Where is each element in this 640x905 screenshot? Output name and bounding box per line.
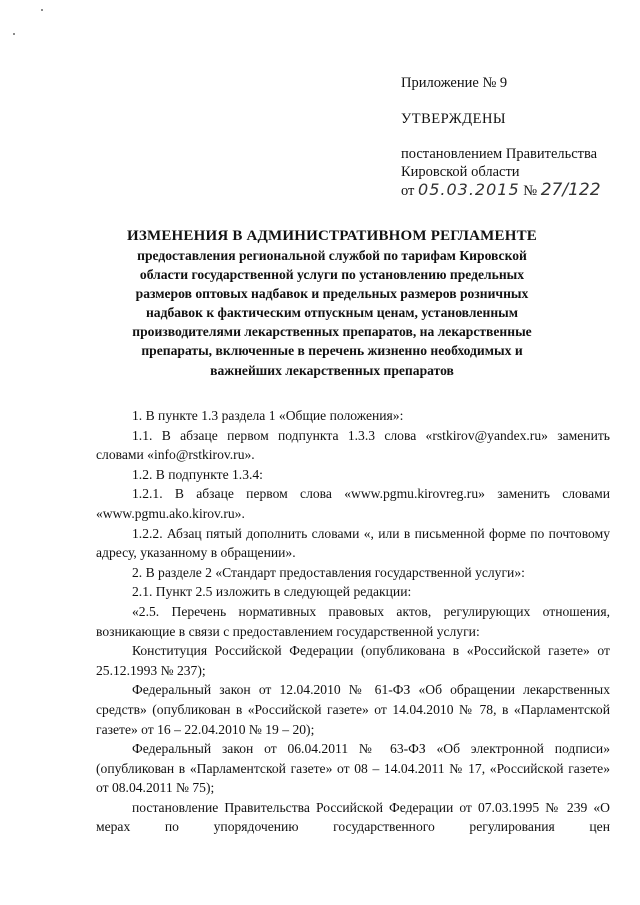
subtitle-line: области государственной услуги по установлению предельных (139, 267, 525, 283)
approved-label: УТВЕРЖДЕНЫ (401, 111, 507, 127)
paragraph: Федеральный закон от 06.04.2011 № 63-ФЗ «Об электронной подписи» (опубликован в «Парламентской газете» от 08 – 14.04.2011 № 17, «Российской газете» от 08.04.2011 № 75); (96, 741, 610, 796)
subtitle-line: предоставления региональной службой по тарифам Кировской (137, 248, 527, 263)
scan-speck (13, 33, 15, 35)
paragraph: 1.1. В абзаце первом подпункта 1.3.3 слова «rstkirov@yandex.ru» заменить словами «info@rstkirov.ru». (96, 427, 610, 463)
scan-speck (41, 9, 43, 11)
handwritten-number: 27/122 (540, 180, 601, 200)
paragraph: 2. В разделе 2 «Стандарт предоставления государственной услуги»: (132, 564, 525, 580)
paragraph: «2.5. Перечень нормативных правовых актов, регулирующих отношения, возникающие в связи с предоставлением государственной услуги: (96, 603, 610, 639)
date-prefix: от (401, 183, 415, 199)
paragraph: 1. В пункте 1.3 раздела 1 «Общие положения»: (132, 408, 404, 423)
subtitle-line: размеров оптовых надбавок и предельных размеров розничных (135, 286, 529, 302)
region-line: Кировской области (401, 164, 520, 180)
paragraph: постановление Правительства Российской Федерации от 07.03.1995 № 239 «О мерах по упорядочению государственного регулирования цен (96, 799, 610, 835)
paragraph: Федеральный закон от 12.04.2010 № 61-ФЗ «Об обращении лекарственных средств» (опубликован в «Российской газете» от 14.04.2010 № 78, в «Парламентской газете» от 16 – 22.04.2010 № 19 – 20); (96, 682, 610, 737)
document-title: ИЗМЕНЕНИЯ В АДМИНИСТРАТИВНОМ РЕГЛАМЕНТЕ (126, 228, 538, 244)
approval-block (401, 74, 621, 200)
decree-line: постановлением Правительства (401, 146, 598, 162)
document-heading (96, 226, 568, 380)
number-sign: № (523, 183, 538, 199)
date-number-line (401, 181, 621, 200)
paragraph: 1.2.1. В абзаце первом слова «www.pgmu.kirovreg.ru» заменить словами «www.pgmu.ako.kirov.ru». (96, 486, 610, 521)
paragraph: Конституция Российской Федерации (опубликована в «Российской газете» от 25.12.1993 № 237); (96, 643, 610, 678)
subtitle-line: важнейших лекарственных препаратов (210, 362, 454, 378)
paragraph: 1.2. В подпункте 1.3.4: (132, 466, 263, 482)
paragraph: 1.2.2. Абзац пятый дополнить словами «, или в письменной форме по почтовому адресу, указанному в обращении». (96, 525, 610, 561)
handwritten-date: 05.03.2015 (418, 180, 520, 199)
subtitle-line: надбавок к фактическим отпускным ценам, установленным (145, 305, 519, 321)
paragraph: 2.1. Пункт 2.5 изложить в следующей редакции: (132, 584, 412, 600)
subtitle-line: препараты, включенные в перечень жизненно необходимых и (141, 343, 523, 359)
subtitle-line: производителями лекарственных препаратов, на лекарственные (132, 324, 532, 340)
appendix-label: Приложение № 9 (401, 75, 508, 91)
document-body (96, 406, 610, 837)
